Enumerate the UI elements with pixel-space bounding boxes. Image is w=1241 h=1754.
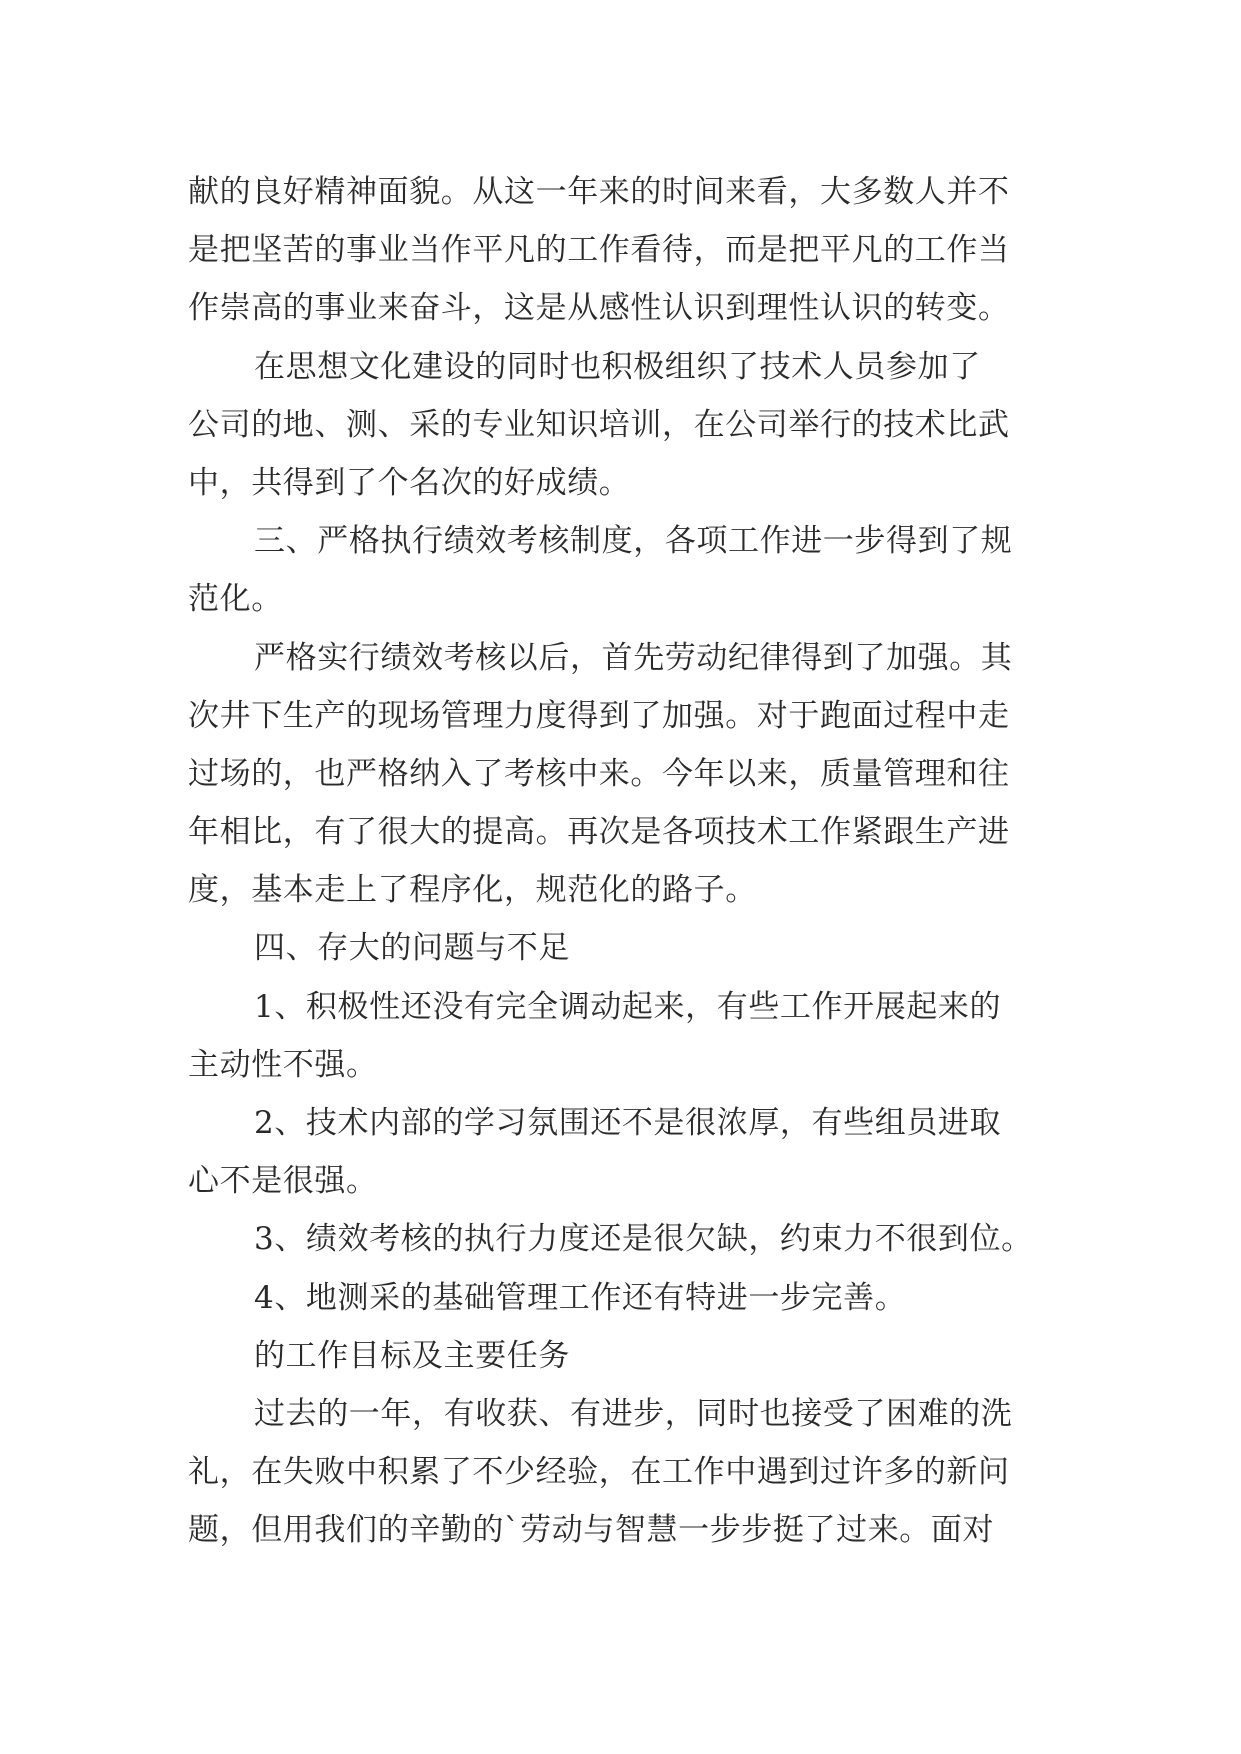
paragraph-start-line: 在思想文化建设的同时也积极组织了技术人员参加了 xyxy=(254,348,981,385)
list-item-line: 4、地测采的基础管理工作还有特进一步完善。 xyxy=(254,1279,907,1316)
text-line: 献的良好精神面貌。从这一年来的时间来看，大多数人并不 xyxy=(188,174,1010,210)
list-item-line: 心不是很强。 xyxy=(188,1163,378,1200)
paragraph-start-line: 严格实行绩效考核以后，首先劳动纪律得到了加强。其 xyxy=(254,639,1013,676)
section-heading-line: 四、存大的问题与不足 xyxy=(254,930,570,967)
text-line: 作崇高的事业来奋斗，这是从感性认识到理性认识的转变。 xyxy=(188,290,1010,327)
paragraph-start-line: 过去的一年，有收获、有进步，同时也接受了困难的洗 xyxy=(254,1395,1013,1432)
text-line: 度，基本走上了程序化，规范化的路子。 xyxy=(188,872,757,909)
text-line: 题，但用我们的辛勤的`劳动与智慧一步步挺了过来。面对 xyxy=(188,1512,995,1549)
list-item-line: 1、积极性还没有完全调动起来，有些工作开展起来的 xyxy=(254,988,1002,1025)
text-line: 公司的地、测、采的专业知识培训，在公司举行的技术比武 xyxy=(188,406,1010,443)
text-line: 是把坚苦的事业当作平凡的工作看待，而是把平凡的工作当 xyxy=(188,232,1010,269)
text-line: 礼，在失败中积累了不少经验，在工作中遇到过许多的新问 xyxy=(188,1454,1010,1491)
list-item-line: 2、技术内部的学习氛围还不是很浓厚，有些组员进取 xyxy=(254,1105,1002,1141)
text-line: 次井下生产的现场管理力度得到了加强。对于跑面过程中走 xyxy=(188,697,1010,734)
section-heading-line: 的工作目标及主要任务 xyxy=(254,1337,570,1374)
section-heading-line: 三、严格执行绩效考核制度，各项工作进一步得到了规 xyxy=(254,523,1013,560)
list-item-line: 3、绩效考核的执行力度还是很欠缺，约束力不很到位。 xyxy=(254,1221,1033,1258)
section-heading-line: 范化。 xyxy=(188,581,283,618)
document-body xyxy=(188,163,1068,1560)
text-line: 中，共得到了个名次的好成绩。 xyxy=(188,464,631,501)
text-line: 年相比，有了很大的提高。再次是各项技术工作紧跟生产进 xyxy=(188,814,1010,851)
list-item-line: 主动性不强。 xyxy=(188,1046,378,1083)
text-line: 过场的，也严格纳入了考核中来。今年以来，质量管理和往 xyxy=(188,755,1010,792)
